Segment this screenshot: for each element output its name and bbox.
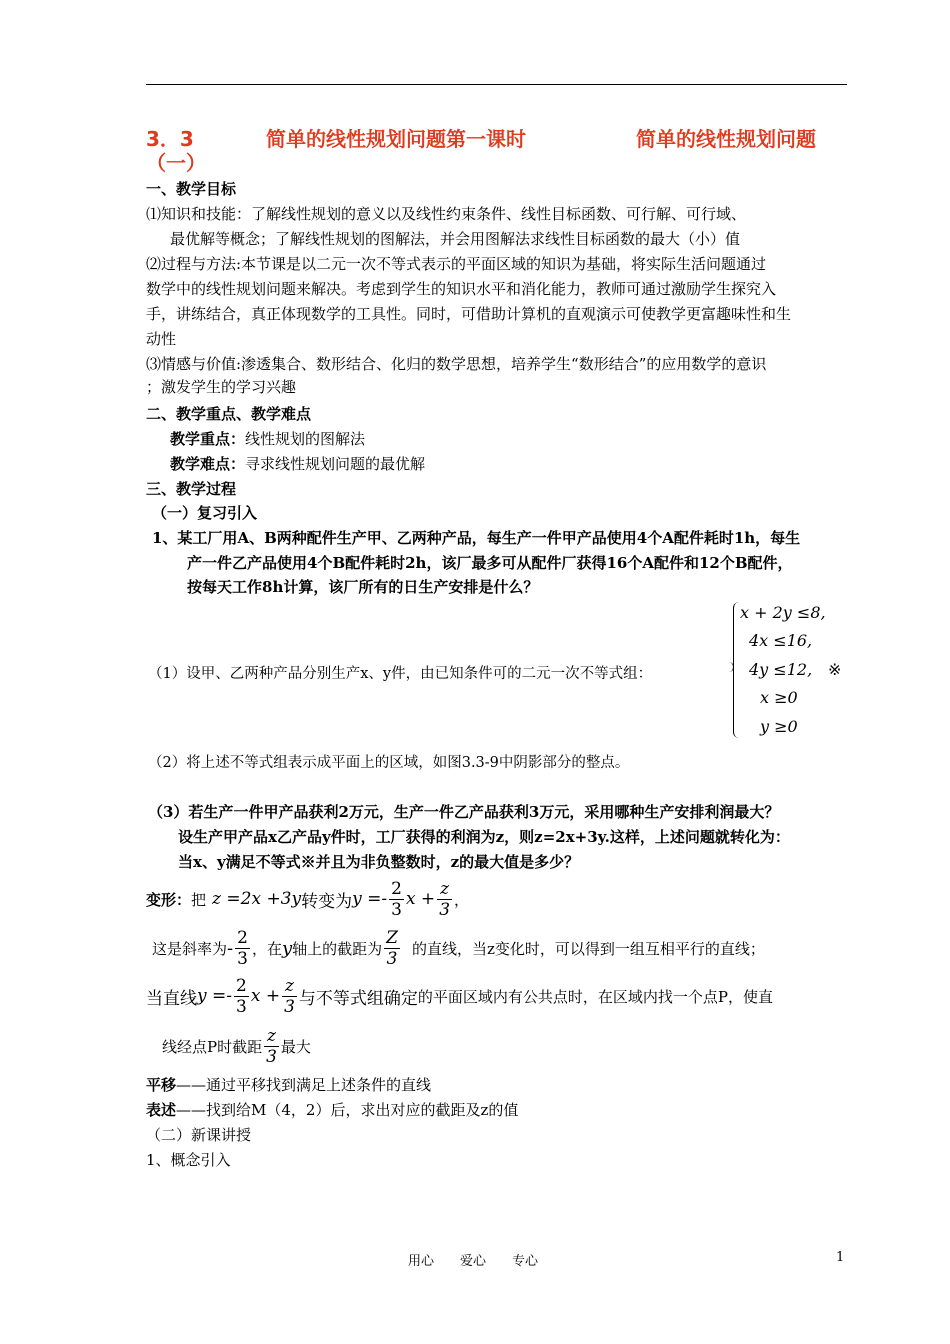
title-right: 简单的线性规划问题: [636, 127, 816, 151]
fraction-numerator: 2: [237, 927, 248, 948]
objective-line: 最优解等概念；了解线性规划的图解法，并会用图解法求线性目标函数的最大（小）值: [170, 230, 741, 248]
fraction: [389, 879, 404, 920]
fraction-denominator: 3: [237, 948, 248, 969]
section-heading-objectives: 一、教学目标: [146, 180, 237, 198]
objective-line: ；激发学生的学习兴趣: [146, 378, 297, 396]
line-equation-lhs: y =-: [352, 889, 388, 909]
intercept-line: [162, 1022, 311, 1070]
slope-line: [152, 924, 765, 972]
reference-mark: ※: [828, 660, 842, 679]
translate-line: [146, 1074, 431, 1095]
fraction: [384, 928, 400, 969]
problem-line: 按每天工作8h计算，该厂所有的日生产安排是什么？: [187, 578, 539, 596]
title-number: 3．3: [146, 127, 194, 151]
objective-line: ⑴知识和技能：了解线性规划的意义以及线性约束条件、线性目标函数、可行解、可行域、: [146, 205, 747, 223]
condition-text: 的平面区域内有公共点时，在区域内找一个点P，使直: [417, 987, 774, 1006]
fraction-denominator: 3: [386, 948, 398, 969]
inequality-row: y ≥0: [760, 717, 798, 736]
condition-text: 当直线: [146, 988, 197, 1009]
condition-text: 与不等式组确定: [298, 988, 418, 1009]
fraction: [235, 928, 250, 969]
inequality-row: x + 2y ≤8,: [740, 603, 826, 622]
fraction-denominator: 3: [236, 996, 247, 1017]
fraction-numerator: Z: [386, 927, 398, 948]
subsection-review: （一）复习引入: [152, 504, 258, 522]
key-point: [170, 428, 365, 449]
fraction-numerator: 2: [391, 878, 402, 899]
step-3-line: 当x、y满足不等式※并且为非负整数时，z的最大值是多少？: [178, 853, 580, 871]
statement-line: [146, 1099, 518, 1120]
translate-label: 平移: [146, 1076, 177, 1094]
concept-intro: 1、概念引入: [146, 1151, 231, 1169]
intercept-text: 线经点P时截距: [162, 1037, 263, 1056]
objective-line: ⑶情感与价值:渗透集合、数形结合、化归的数学思想，培养学生“数形结合”的应用数学的意识: [146, 355, 767, 373]
section-heading-process: 三、教学过程: [146, 480, 237, 498]
objective-line: 动性: [146, 330, 177, 348]
line-equation-x: x +: [405, 889, 436, 909]
problem-line: 产一件乙产品使用4个B配件耗时2h，该厂最多可从配件厂获得16个A配件和12个B配件，: [187, 554, 793, 572]
difficult-point-label: 教学难点：: [170, 455, 246, 473]
objective-equation: z =2x +3y: [212, 889, 302, 909]
objective-line: ⑵过程与方法:本节课是以二元一次不等式表示的平面区域的知识为基础，将实际生活问题通过: [146, 255, 767, 273]
statement-text: ——找到给M（4，2）后，求出对应的截距及z的值: [176, 1101, 519, 1119]
fraction-numerator: z: [282, 976, 297, 997]
transform-line: [146, 875, 469, 923]
step-3-line: （3）若生产一件甲产品获利2万元，生产一件乙产品获利3万元，采用哪种生产安排利润最大？: [148, 803, 780, 821]
slope-text: ，在: [251, 939, 282, 958]
title-left: 简单的线性规划问题第一课时: [266, 127, 526, 151]
line-condition: [146, 972, 773, 1020]
slope-y: y: [281, 937, 293, 959]
fraction-numerator: z: [264, 1026, 279, 1047]
fraction-denominator: 3: [266, 1046, 277, 1067]
slope-text: 轴上的截距为: [292, 939, 383, 958]
step-1-text: （1）设甲、乙两种产品分别生产x、y件，由已知条件可的二元一次不等式组：: [148, 666, 653, 682]
step-2-text: （2）将上述不等式组表示成平面上的区域，如图3.3-9中阴影部分的整点。: [148, 755, 630, 771]
transform-comma: ，: [454, 890, 470, 909]
transform-text: 转变为: [301, 891, 353, 912]
transform-text: 把: [191, 890, 207, 909]
header-rule: [146, 84, 847, 85]
inequality-row: x ≥0: [760, 688, 798, 707]
fraction: [234, 976, 249, 1017]
fraction: [282, 976, 297, 1017]
statement-label: 表述: [146, 1101, 177, 1119]
inequality-row: 4x ≤16,: [749, 631, 813, 650]
translate-text: ——通过平移找到满足上述条件的直线: [176, 1076, 432, 1094]
fraction-denominator: 3: [284, 996, 295, 1017]
page-number: 1: [836, 1250, 845, 1265]
section-heading-keypoints: 二、教学重点、教学难点: [146, 405, 312, 423]
difficult-point: [170, 453, 425, 474]
fraction-numerator: z: [437, 879, 452, 900]
line-equation-lhs: y =-: [197, 986, 232, 1006]
fraction-denominator: 3: [439, 899, 451, 920]
footer-motto: 用心 爱心 专心: [408, 1254, 539, 1269]
system-brace: [733, 602, 740, 738]
slope-sign: -: [227, 937, 234, 959]
problem-line: 1、某工厂用A、B两种配件生产甲、乙两种产品，每生产一件甲产品使用4个A配件耗时1h，每生: [152, 529, 801, 547]
subsection-new-lesson: （二）新课讲授: [146, 1126, 252, 1144]
fraction-numerator: 2: [236, 975, 247, 996]
fraction-denominator: 3: [391, 899, 402, 920]
transform-label: 变形：: [146, 890, 192, 909]
key-point-label: 教学重点：: [170, 430, 246, 448]
slope-text: 的直线，当z变化时，可以得到一组互相平行的直线；: [411, 939, 765, 958]
inequality-row: 4y ≤12,: [749, 660, 813, 679]
line-equation-x: x +: [250, 986, 281, 1006]
difficult-point-text: 寻求线性规划问题的最优解: [245, 455, 426, 473]
fraction: [437, 879, 452, 920]
objective-line: 数学中的线性规划问题来解决。考虑到学生的知识水平和消化能力，教师可通过激励学生探究入: [146, 280, 777, 298]
step-3-line: 设生产甲产品x乙产品y件时，工厂获得的利润为z，则z=2x+3y.这样，上述问题就转化为：: [178, 828, 790, 846]
objective-line: 手，讲练结合，真正体现数学的工具性。同时，可借助计算机的直观演示可使教学更富趣味性和生: [146, 305, 792, 323]
fraction: [264, 1026, 279, 1067]
slope-text: 这是斜率为: [152, 939, 228, 958]
title-tail: （一）: [146, 151, 206, 175]
key-point-text: 线性规划的图解法: [245, 430, 366, 448]
intercept-text: 最大: [280, 1037, 311, 1056]
